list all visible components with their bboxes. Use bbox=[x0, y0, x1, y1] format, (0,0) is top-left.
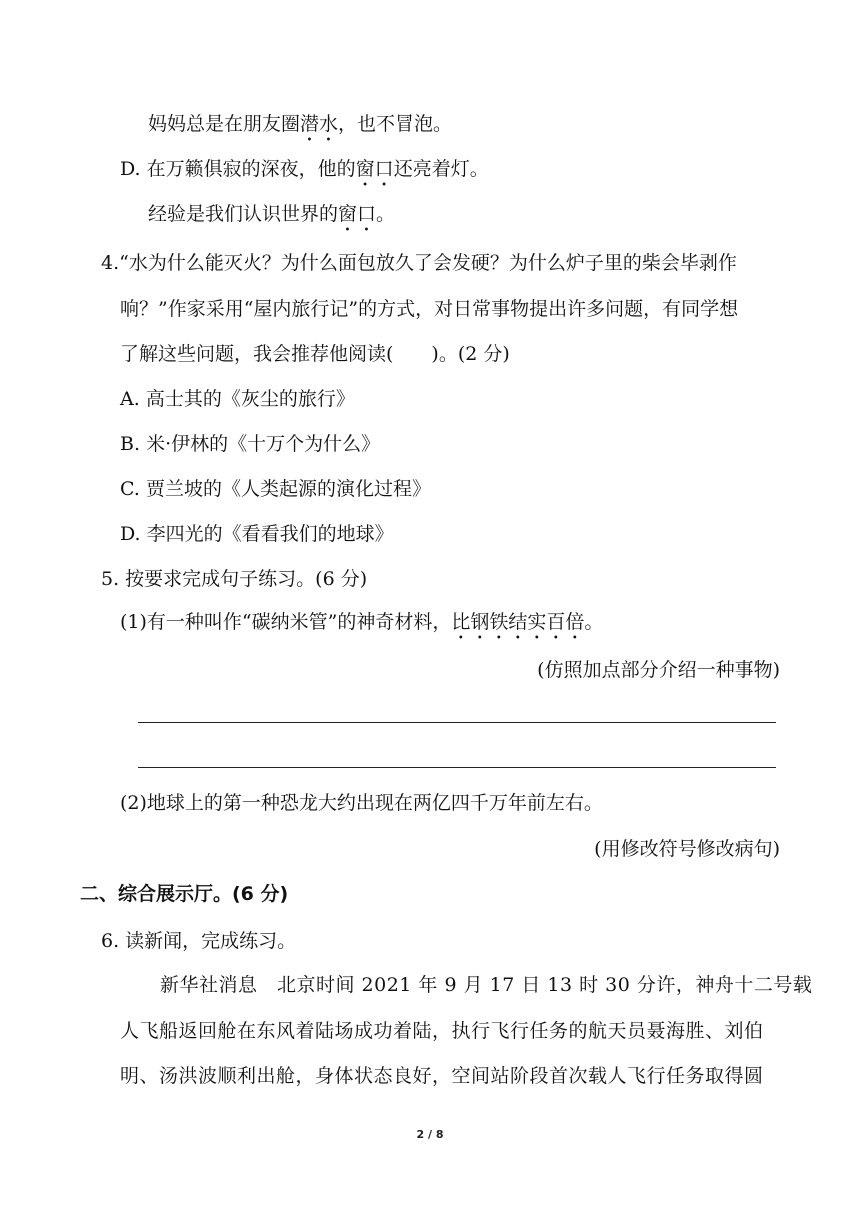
q5-title: 5. 按要求完成句子练习。(6 分) bbox=[101, 568, 368, 590]
answer-line-2[interactable] bbox=[138, 767, 776, 768]
q4-stem-line1: 4.“水为什么能灭火？为什么面包放久了会发硬？为什么炉子里的柴会毕剥作 bbox=[101, 252, 737, 274]
dotted-word: 窗口 bbox=[355, 158, 394, 180]
q5-sub1-hint: (仿照加点部分介绍一种事物) bbox=[537, 659, 780, 681]
option-label: B. bbox=[120, 433, 141, 455]
option-label: C. bbox=[120, 478, 140, 500]
dotted-word: 窗口 bbox=[338, 203, 377, 225]
q4-option-a bbox=[120, 385, 355, 413]
q4-option-b bbox=[120, 430, 380, 458]
dotted-phrase: 比钢铁结实百倍 bbox=[451, 611, 585, 633]
news-line-2: 人飞船返回舱在东风着陆场成功着陆，执行飞行任务的航天员聂海胜、刘伯 bbox=[120, 1020, 764, 1042]
q3-option-c-line2 bbox=[148, 110, 452, 146]
text-run: 。 bbox=[584, 611, 604, 633]
q5-sub1 bbox=[120, 608, 603, 644]
text-run: 妈妈总是在朋友圈 bbox=[148, 113, 301, 135]
option-text: 贾兰坡的《人类起源的演化过程》 bbox=[145, 478, 431, 500]
answer-line-1[interactable] bbox=[138, 722, 776, 723]
q3-option-d-line2 bbox=[148, 200, 395, 236]
text-run: ，也不冒泡。 bbox=[338, 113, 453, 135]
q5-sub2-hint: (用修改符号修改病句) bbox=[594, 838, 780, 860]
text-run: 经验是我们认识世界的 bbox=[148, 203, 339, 225]
text-run: 。 bbox=[376, 203, 396, 225]
page-number: 2 / 8 bbox=[416, 1128, 444, 1141]
q5-sub2: (2)地球上的第一种恐龙大约出现在两亿四千万年前左右。 bbox=[120, 792, 603, 814]
news-line-3: 明、汤洪波顺利出舱，身体状态良好，空间站阶段首次载人飞行任务取得圆 bbox=[120, 1065, 764, 1087]
text-run: 还亮着灯。 bbox=[393, 158, 489, 180]
text-run: (1)有一种叫作“碳纳米管”的神奇材料， bbox=[120, 611, 452, 633]
q4-option-d bbox=[120, 520, 394, 548]
option-text: 米·伊林的《十万个为什么》 bbox=[146, 433, 381, 455]
q3-option-d-line1 bbox=[120, 155, 489, 191]
news-line-1: 新华社消息 北京时间 2021 年 9 月 17 日 13 时 30 分许，神舟十二号载 bbox=[160, 974, 813, 996]
option-text: 李四光的《看看我们的地球》 bbox=[146, 523, 394, 545]
section-heading: 二、综合展示厅。(6 分) bbox=[80, 883, 289, 905]
q4-option-c bbox=[120, 475, 431, 503]
q6-title: 6. 读新闻，完成练习。 bbox=[101, 930, 297, 952]
option-label: D. bbox=[120, 158, 141, 180]
q4-stem-line2: 响？”作家采用“屋内旅行记”的方式，对日常事物提出许多问题，有同学想 bbox=[120, 298, 739, 320]
option-label: D. bbox=[120, 523, 141, 545]
q4-stem-line3: 了解这些问题，我会推荐他阅读( )。(2 分) bbox=[120, 343, 510, 365]
option-label: A. bbox=[120, 388, 140, 410]
dotted-word: 潜水 bbox=[300, 113, 339, 135]
option-text: 高士其的《灰尘的旅行》 bbox=[145, 388, 355, 410]
text-run: 在万籁俱寂的深夜，他的 bbox=[146, 158, 356, 180]
